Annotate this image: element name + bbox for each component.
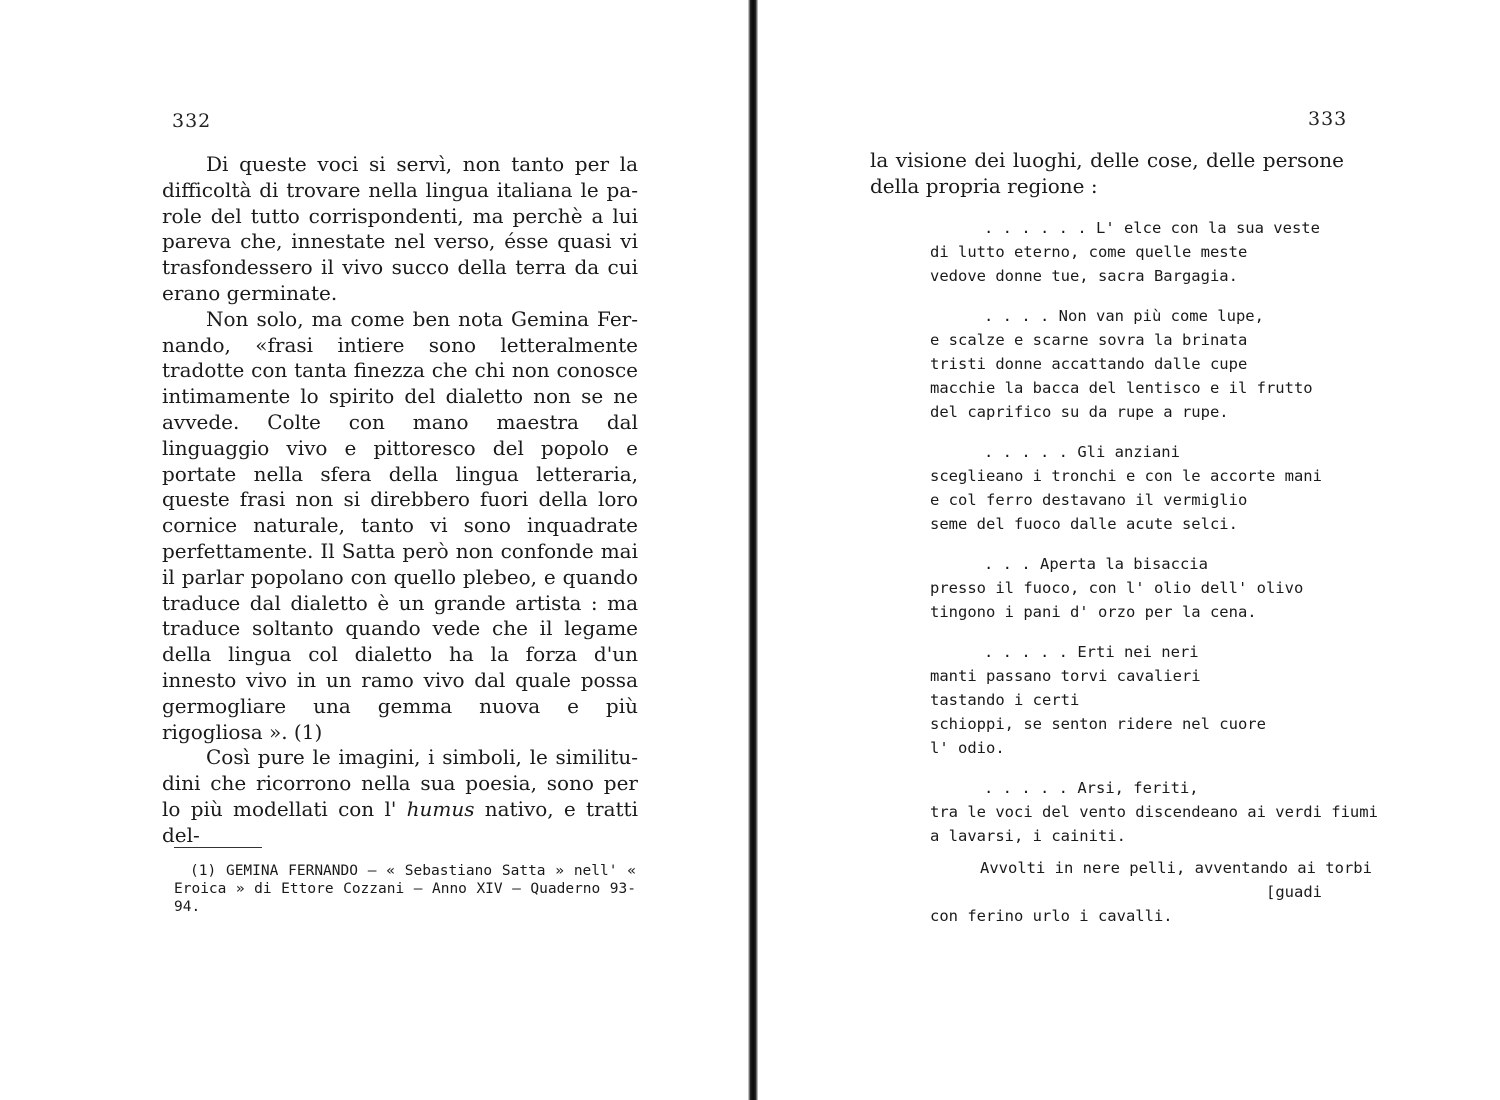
verse-line: manti passano torvi cavalieri xyxy=(930,667,1201,685)
verse-line: seme del fuoco dalle acute selci. xyxy=(930,515,1238,533)
verse-line: Avvolti in nere pelli, avventando ai torbi xyxy=(980,859,1372,877)
stanza-6 xyxy=(930,776,1378,848)
verse-line: presso il fuoco, con l' olio dell' olivo xyxy=(930,579,1304,597)
paragraph-3-text-after: nativo, e tratti del- xyxy=(162,796,638,847)
stanza-5 xyxy=(930,640,1350,760)
page-number-left: 332 xyxy=(172,110,212,132)
footnote: (1) GEMINA FERNANDO – « Sebastiano Satta » nell' « Eroica » di Ettore Cozzani – Anno XIV – Quaderno 93-94. xyxy=(174,863,636,915)
stanza-3 xyxy=(930,440,1350,536)
verse-line: . . . Aperta la bisaccia xyxy=(984,555,1208,573)
verse-line: a lavarsi, i cainiti. xyxy=(930,827,1126,845)
verse-line: macchie la bacca del lentisco e il frutto xyxy=(930,379,1313,397)
footnote-rule xyxy=(174,847,262,848)
verse-line: di lutto eterno, come quelle meste xyxy=(930,243,1248,261)
paragraph-3-italic: humus xyxy=(406,796,475,821)
verse-line: . . . . . Arsi, feriti, xyxy=(984,779,1199,797)
verse-line-continuation: [guadi xyxy=(1266,883,1322,901)
poem-quotations xyxy=(930,216,1378,864)
verse-line: . . . . Non van più come lupe, xyxy=(984,307,1264,325)
verse-line: l' odio. xyxy=(930,739,1005,757)
verse-line: tristi donne accattando dalle cupe xyxy=(930,355,1248,373)
verse-line: con ferino urlo i cavalli. xyxy=(930,907,1173,925)
paragraph-2: Non solo, ma come ben nota Gemina Fernando, «frasi intiere sono letteralmente tradotte con tanta finezza che chi non conosce intimamente lo spirito del dialetto non se ne avvede. Colte con mano maestra dal linguaggio vivo e pittoresco del popolo e portate nella sfera della lingua letteraria, queste frasi non si direbbero fuori della loro cornice naturale, tanto vi sono inquadrate perfettamente. Il Satta però non confonde mai il parlar popolano con quello plebeo, e quando traduce dal dialetto è un grande artista : ma traduce soltanto quando vede che il legame della lingua col dialetto ha la forza d'un innesto vivo in un ramo vivo dal quale possa germogliare una gemma nuova e più rigogliosa ». (1) xyxy=(162,306,638,744)
paragraph-3 xyxy=(162,745,638,848)
verse-line: tra le voci del vento discendeano ai verdi fiumi xyxy=(930,803,1378,821)
stanza-1 xyxy=(930,216,1350,288)
right-page xyxy=(758,0,1500,1100)
verse-line: sceglieano i tronchi e con le accorte mani xyxy=(930,467,1322,485)
stanza-4 xyxy=(930,552,1350,624)
verse-line: tastando i certi xyxy=(930,691,1080,709)
stanza-7 xyxy=(930,856,1372,928)
page-number-right: 333 xyxy=(1308,108,1348,130)
book-gutter xyxy=(748,0,758,1100)
paragraph-3-text-before: Così pure le imagini, i simboli, le similitudini che ricorrono nella sua poesia, sono per lo più modellati con l' xyxy=(162,745,638,821)
main-text-left xyxy=(162,152,638,849)
verse-line: schioppi, se senton ridere nel cuore xyxy=(930,715,1266,733)
left-page xyxy=(0,0,748,1100)
verse-line: . . . . . Gli anziani xyxy=(984,443,1180,461)
verse-line: vedove donne tue, sacra Bargagia. xyxy=(930,267,1238,285)
verse-line: . . . . . Erti nei neri xyxy=(984,643,1199,661)
verse-line: e scalze e scarne sovra la brinata xyxy=(930,331,1248,349)
paragraph-1: Di queste voci si servì, non tanto per la difficoltà di trovare nella lingua italiana le parole del tutto corrispondenti, ma perchè a lui pareva che, innestate nel verso, ésse quasi vi trasfondessero il vivo succo della terra da cui erano germinate. xyxy=(162,152,638,305)
verse-line: del caprifico su da rupe a rupe. xyxy=(930,403,1229,421)
verse-line: tingono i pani d' orzo per la cena. xyxy=(930,603,1257,621)
intro-text: la visione dei luoghi, delle cose, delle persone della propria regione : xyxy=(870,148,1344,198)
verse-line: . . . . . . L' elce con la sua veste xyxy=(984,219,1320,237)
verse-line: e col ferro destavano il vermiglio xyxy=(930,491,1248,509)
stanza-2 xyxy=(930,304,1350,424)
